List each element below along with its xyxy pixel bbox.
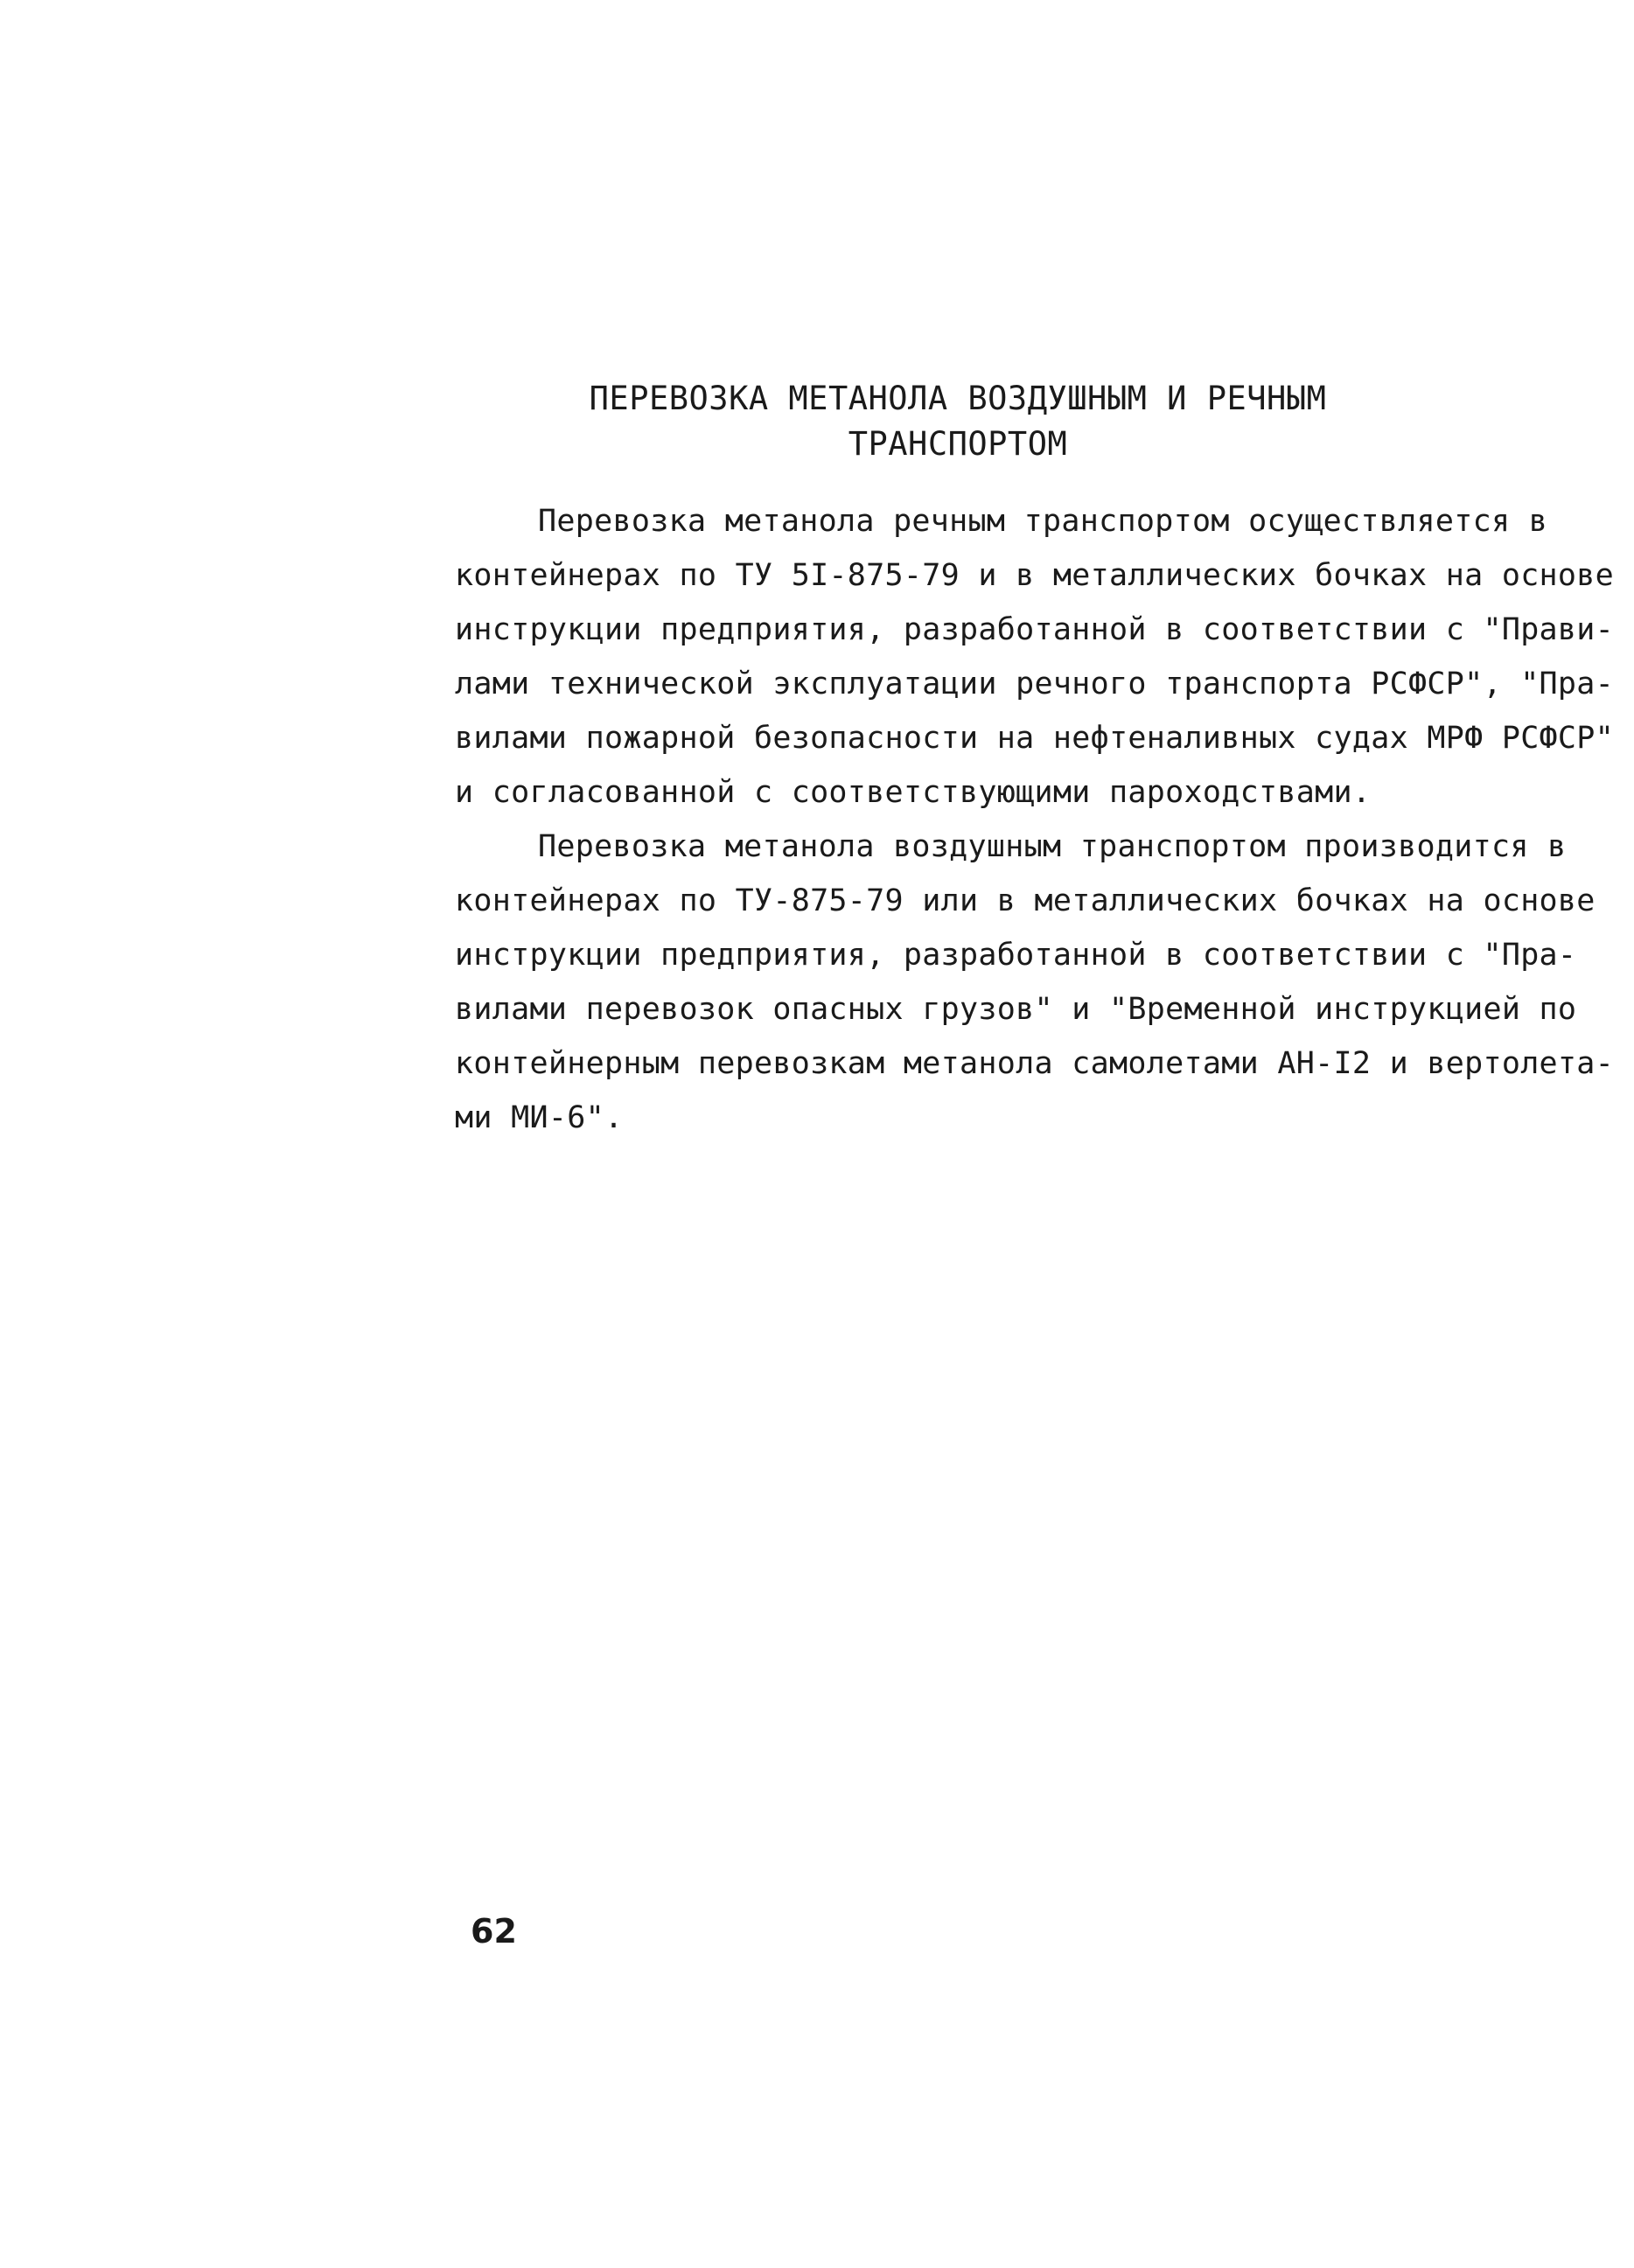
paragraph (455, 820, 1615, 1145)
body-text (455, 494, 1615, 1145)
text-line: вилами перевозок опасных грузов" и "Временной инструкцией по (455, 992, 1577, 1027)
page-number: 62 (471, 1912, 517, 1950)
text-line: и согласованной с соответствующими пароходствами. (455, 775, 1372, 810)
text-line: лами технической эксплуатации речного транспорта РСФСР", "Пра- (455, 666, 1615, 701)
text-line: контейнерах по ТУ-875-79 или в металлических бочках на основе (455, 883, 1596, 918)
text-line: контейнерах по ТУ 5I-875-79 и в металлических бочках на основе (455, 558, 1615, 593)
document-title (455, 376, 1461, 467)
paragraph (455, 494, 1615, 820)
text-line: Перевозка метанола речным транспортом осуществляется в (538, 504, 1548, 539)
text-line: вилами пожарной безопасности на нефтеналивных судах МРФ РСФСР" (455, 721, 1615, 756)
text-line: ми МИ-6". (455, 1100, 624, 1135)
title-line: ПЕРЕВОЗКА МЕТАНОЛА ВОЗДУШНЫМ И РЕЧНЫМ (589, 380, 1327, 417)
text-line: Перевозка метанола воздушным транспортом производится в (538, 829, 1567, 864)
text-line: контейнерным перевозкам метанола самолетами АН-I2 и вертолета- (455, 1046, 1615, 1081)
title-line: ТРАНСПОРТОМ (848, 425, 1068, 463)
text-line: инструкции предприятия, разработанной в соответствии с "Пра- (455, 938, 1577, 973)
text-line: инструкции предприятия, разработанной в соответствии с "Прави- (455, 612, 1615, 647)
